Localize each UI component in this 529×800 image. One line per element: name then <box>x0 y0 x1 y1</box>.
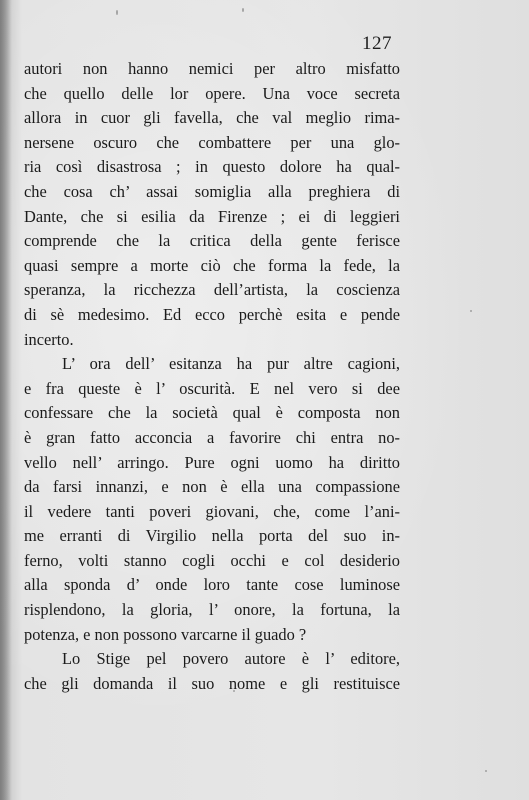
text-line: autori non hanno nemici per altro misfatto <box>24 59 400 78</box>
text-line: incerto. <box>24 329 74 349</box>
paper-speck <box>233 690 235 692</box>
text-line: allora in cuor gli favella, che val meglio rima- <box>24 108 400 128</box>
text-line: quasi sempre a morte ciò che forma la fede, la <box>24 255 400 275</box>
page-number: 127 <box>362 33 392 54</box>
paper-speck <box>485 770 487 772</box>
paper-speck <box>116 10 118 15</box>
text-line: alla sponda d’ onde loro tante cose luminose <box>24 575 400 595</box>
page-binding-shadow <box>0 0 12 800</box>
text-line: ria così disastrosa ; in questo dolore ha qual- <box>24 157 400 177</box>
text-line: ferno, volti stanno cogli occhi e col desiderio <box>24 550 400 570</box>
text-line: confessare che la società qual è composta non <box>24 403 400 423</box>
text-line: e fra queste è l’ oscurità. E nel vero si dee <box>24 378 400 398</box>
text-line: me erranti di Virgilio nella porta del suo in- <box>24 526 400 546</box>
text-line: nersene oscuro che combattere per una glo- <box>24 132 400 152</box>
text-line: Dante, che si esilia da Firenze ; ei di leggieri <box>24 206 400 226</box>
text-line: di sè medesimo. Ed ecco perchè esita e pende <box>24 304 400 324</box>
paper-speck <box>242 8 244 12</box>
body-text <box>24 57 400 696</box>
text-line: che gli domanda il suo nome e gli restituisce <box>24 673 400 693</box>
text-line: è gran fatto acconcia a favorire chi entra no- <box>24 427 400 447</box>
paper-speck <box>470 310 472 312</box>
text-line: il vedere tanti poveri giovani, che, come l’ani- <box>24 501 400 521</box>
text-line: vello nell’ arringo. Pure ogni uomo ha diritto <box>24 452 400 472</box>
text-line: comprende che la critica della gente ferisce <box>24 231 400 251</box>
text-line: Lo Stige pel povero autore è l’ editore, <box>62 649 400 669</box>
text-line: da farsi innanzi, e non è ella una compassione <box>24 477 400 497</box>
text-line: che cosa ch’ assai somiglia alla preghiera di <box>24 181 400 201</box>
text-line: risplendono, la gloria, l’ onore, la fortuna, la <box>24 600 400 620</box>
text-line: potenza, e non possono varcarne il guado ? <box>24 624 307 644</box>
text-line: L’ ora dell’ esitanza ha pur altre cagioni, <box>62 354 400 374</box>
text-line: che quello delle lor opere. Una voce secreta <box>24 83 400 103</box>
text-line: speranza, la ricchezza dell’artista, la coscienza <box>24 280 400 300</box>
